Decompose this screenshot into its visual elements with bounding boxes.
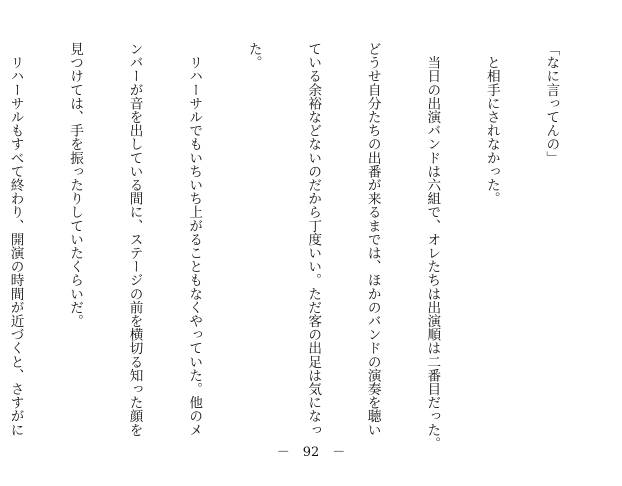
text-line: 見つけては、手を振ったりしていたくらいだ。 <box>67 42 84 328</box>
text-line: と相手にされなかった。 <box>483 42 500 206</box>
text-line: リハーサルもすべて終わり、開演の時間が近づくと、さすがに <box>7 42 24 437</box>
text-line: た。 <box>245 42 262 70</box>
text-line: ンバーが音を出している間に、ステージの前を横切る知った顔を <box>126 42 143 437</box>
text-line: 当日の出演バンドは六組で、オレたちは出演順は二番目だった。 <box>424 42 441 450</box>
text-line: 「なに言ってんの」 <box>543 42 560 165</box>
text-line: どうせ自分たちの出番が来るまでは、ほかのバンドの演奏を聴い <box>364 42 381 437</box>
page-number: － 92 － <box>276 445 346 460</box>
vertical-text-body <box>7 42 600 450</box>
text-line: ている余裕などないのだから丁度いい。ただ客の出足は気になっ <box>305 42 322 437</box>
text-line: リハーサルでもいちいち上がることもなくやっていた。他のメ <box>186 42 203 437</box>
